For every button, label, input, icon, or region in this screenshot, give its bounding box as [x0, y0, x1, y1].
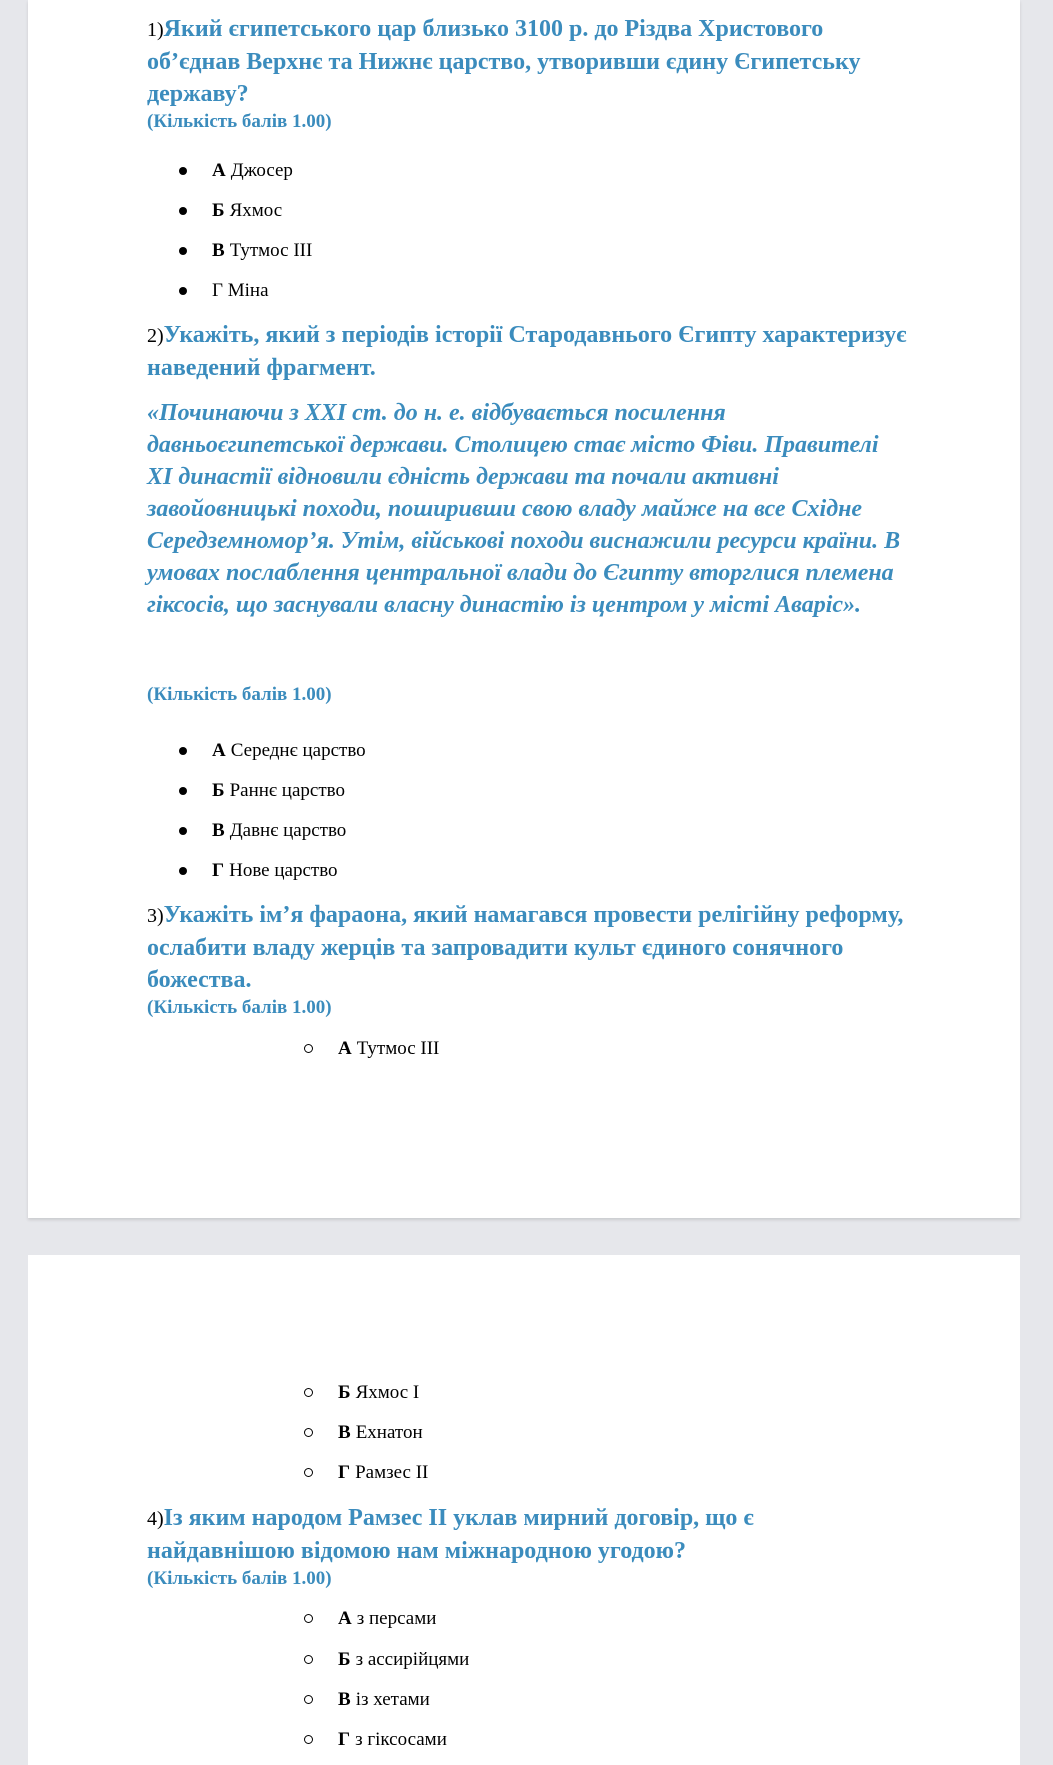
option-letter: В — [338, 1422, 351, 1443]
question-1-text: Який єгипетського цар близько 3100 р. до Різдва Христового об’єднав Верхнє та Нижнє царство, утворивши єдину Єгипетську державу? — [147, 16, 861, 107]
option-text: Раннє царство — [229, 780, 345, 801]
question-2-quote: «Починаючи з XXI ст. до н. е. відбувається посилення давньоєгипетської держави. Столицею стає місто Фіви. Правителі XI династії відновили єдність держави та почали активні завойовницькі походи, поширивши свою владу майже на все Східне Середземномор’я. Утім, військові походи виснажили ресурси країни. В умовах послаблення центральної влади до Єгипту вторглися племена гіксосів, що заснували власну династію із центром у місті Аваріс». — [147, 400, 901, 618]
option-letter: А — [212, 740, 226, 761]
option-text: з ассирійцями — [355, 1649, 470, 1670]
bullet-icon — [179, 247, 187, 255]
option-letter: В — [212, 820, 225, 841]
option-text: Г Міна — [212, 280, 269, 301]
circle-bullet-icon — [304, 1044, 313, 1053]
question-2-points: (Кількість балів 1.00) — [147, 684, 332, 705]
bullet-icon — [179, 287, 187, 295]
option-letter: А — [338, 1038, 352, 1059]
option-letter: В — [212, 240, 225, 261]
option-text: Джосер — [230, 160, 293, 181]
option-text: Яхмос I — [355, 1382, 420, 1403]
option-text: Тутмос III — [229, 240, 313, 261]
option-2-d[interactable] — [0, 859, 1053, 883]
question-2-number: 2) — [147, 325, 164, 347]
circle-bullet-icon — [304, 1655, 313, 1664]
option-2-a[interactable] — [0, 739, 1053, 763]
option-letter: Б — [338, 1649, 351, 1670]
question-1-number: 1) — [147, 19, 164, 41]
bullet-icon — [179, 747, 187, 755]
circle-bullet-icon — [304, 1468, 313, 1477]
option-1-c[interactable] — [0, 239, 1053, 263]
bullet-icon — [179, 207, 187, 215]
option-letter: А — [338, 1608, 352, 1629]
question-3-number: 3) — [147, 905, 164, 927]
option-3-a[interactable] — [0, 1037, 1053, 1061]
question-1-points: (Кількість балів 1.00) — [147, 111, 332, 132]
option-letter: Б — [212, 200, 225, 221]
option-4-a[interactable] — [0, 1607, 1053, 1631]
option-text: Рамзес II — [355, 1462, 429, 1483]
option-text: із хетами — [355, 1689, 430, 1710]
option-letter: А — [212, 160, 226, 181]
option-letter: В — [338, 1689, 351, 1710]
option-3-d[interactable] — [0, 1461, 1053, 1485]
option-text: з гіксосами — [355, 1729, 447, 1750]
question-3-text: Укажіть ім’я фараона, який намагався провести релігійну реформу, ослабити владу жерців та запровадити культ єдиного сонячного божества. — [147, 902, 904, 993]
option-letter: Б — [338, 1382, 351, 1403]
option-text: з персами — [356, 1608, 437, 1629]
question-3 — [147, 899, 907, 996]
circle-bullet-icon — [304, 1614, 313, 1623]
bullet-icon — [179, 867, 187, 875]
bullet-icon — [179, 787, 187, 795]
option-1-d[interactable] — [0, 279, 1053, 303]
option-2-c[interactable] — [0, 819, 1053, 843]
option-letter: Г — [338, 1729, 351, 1750]
option-4-b[interactable] — [0, 1648, 1053, 1672]
question-3-points: (Кількість балів 1.00) — [147, 997, 332, 1018]
circle-bullet-icon — [304, 1388, 313, 1397]
option-3-b[interactable] — [0, 1381, 1053, 1405]
option-text: Давнє царство — [229, 820, 347, 841]
option-1-a[interactable] — [0, 159, 1053, 183]
question-2-text: Укажіть, який з періодів історії Стародавнього Єгипту характеризує наведений фрагмент. — [147, 322, 907, 381]
option-text: Яхмос — [229, 200, 283, 221]
option-4-d[interactable] — [0, 1728, 1053, 1752]
circle-bullet-icon — [304, 1695, 313, 1704]
option-1-b[interactable] — [0, 199, 1053, 223]
bullet-icon — [179, 827, 187, 835]
question-4 — [147, 1502, 907, 1567]
option-4-c[interactable] — [0, 1688, 1053, 1712]
option-text: Нове царство — [229, 860, 338, 881]
option-text: Ехнатон — [355, 1422, 423, 1443]
question-4-points: (Кількість балів 1.00) — [147, 1568, 332, 1589]
question-1 — [147, 13, 907, 110]
option-letter: Г — [338, 1462, 351, 1483]
option-text: Середнє царство — [230, 740, 366, 761]
option-letter: Б — [212, 780, 225, 801]
option-2-b[interactable] — [0, 779, 1053, 803]
question-2 — [147, 319, 907, 384]
bullet-icon — [179, 167, 187, 175]
option-text: Тутмос III — [356, 1038, 440, 1059]
question-4-number: 4) — [147, 1508, 164, 1530]
circle-bullet-icon — [304, 1428, 313, 1437]
option-letter: Г — [212, 860, 225, 881]
option-3-c[interactable] — [0, 1421, 1053, 1445]
circle-bullet-icon — [304, 1735, 313, 1744]
question-4-text: Із яким народом Рамзес II уклав мирний договір, що є найдавнішою відомою нам міжнародною угодою? — [147, 1505, 754, 1564]
